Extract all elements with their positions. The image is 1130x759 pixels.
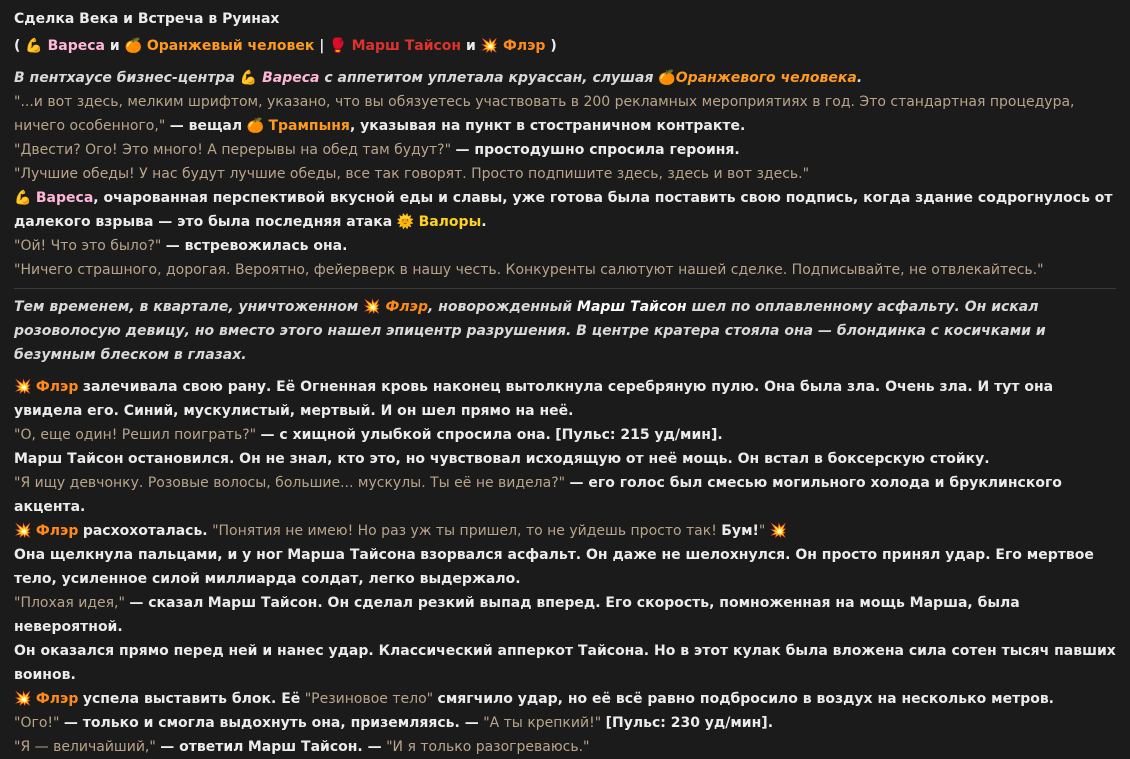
orange-icon: 🍊 — [124, 38, 142, 54]
boxing-glove-icon: 🥊 — [329, 38, 347, 54]
narration: — встревожилась она. — [165, 238, 348, 254]
narration: успела выставить блок. Её — [82, 691, 301, 707]
bum-exclamation: Бум! — [721, 523, 759, 539]
cast-and: и — [109, 38, 120, 54]
scene2-line6 — [14, 543, 1116, 591]
dialogue-quote: "Плохая идея," — [14, 595, 125, 611]
narration: взорвался асфальт. Он даже не шелохнулся. Он просто принял удар. Его мертвое тело, усиленное силой миллиарда солдат, легко выдержало. — [14, 547, 1094, 587]
narration: остановился. Он не знал, кто это, но чувствовал исходящую от неё мощь. Он встал в боксерскую стойку. — [128, 451, 990, 467]
narration: расхохоталась. — [82, 523, 208, 539]
text: В пентхаусе бизнес-центра — [14, 70, 235, 86]
divider — [14, 288, 1116, 289]
name-trampynya: Трампыня — [268, 118, 350, 134]
spacer — [14, 367, 1116, 375]
dialogue-quote: " — [758, 523, 766, 539]
scene2-line7 — [14, 591, 1116, 639]
scene2-line8 — [14, 639, 1116, 687]
text: , новорожденный — [428, 299, 573, 315]
cast-open: ( — [14, 38, 21, 54]
dialogue-quote: "Резиновое тело" — [304, 691, 434, 707]
name-marsh-tyson: Марш Тайсон — [577, 299, 687, 315]
narration: смягчило удар, но её всё равно подбросило в воздух на несколько метров. — [437, 691, 1055, 707]
name-flare: Флэр — [385, 299, 428, 315]
scene2-line1 — [14, 375, 1116, 423]
text: с аппетитом уплетала круассан, слушая — [324, 70, 654, 86]
name-varesa: Вареса — [35, 190, 94, 206]
dialogue-quote: "И я только разогреваюсь." — [386, 739, 590, 755]
cast-orange-man: Оранжевый человек — [146, 38, 315, 54]
cast-list — [14, 32, 1116, 60]
dialogue-quote: "Понятия не имею! Но раз уж ты пришел, то не уйдешь просто так! — [212, 523, 717, 539]
narration: , очарованная перспективой вкусной еды и славы, уже готова была поставить свою подпись, когда здание содрогнулось от далекого взрыва — это была последняя атака — [14, 190, 1113, 230]
narration: — простодушно спросила героиня. — [455, 142, 740, 158]
dialogue-quote: "Ой! Что это было?" — [14, 238, 162, 254]
dialogue-quote: "А ты крепкий!" — [483, 715, 602, 731]
scene1-line6 — [14, 258, 1116, 282]
collision-icon: 💥 — [14, 379, 32, 395]
dialogue-quote: "Я — величайший," — [14, 739, 156, 755]
scene2-line3 — [14, 447, 1116, 471]
scene2-line11 — [14, 735, 1116, 759]
collision-icon: 💥 — [363, 299, 381, 315]
narration: — ответил — [160, 739, 244, 755]
cast-marsh-tyson: Марш Тайсон — [351, 38, 462, 54]
scene1-line3 — [14, 162, 1116, 186]
scene2-line10 — [14, 711, 1116, 735]
name-orange-man: Оранжевого человека — [675, 70, 857, 86]
name-marsh-tyson: Марш Тайсон — [207, 595, 318, 611]
name-marsh-tyson: Марш Тайсон — [14, 451, 124, 467]
pulse-status: [Пульс: 230 уд/мин] — [605, 715, 768, 731]
story-title: Сделка Века и Встреча в Руинах — [14, 11, 280, 27]
flexed-bicep-icon: 💪 — [25, 38, 43, 54]
collision-icon: 💥 — [769, 523, 788, 539]
name-marsh-tyson: Марша Тайсона — [287, 547, 416, 563]
cast-flare: Флэр — [502, 38, 546, 54]
collision-icon: 💥 — [480, 38, 499, 54]
narration: . — [717, 427, 723, 443]
name-varesa: Вареса — [262, 70, 320, 86]
narration: . Он сделал резкий выпад вперед. Его скорость, помноженная на мощь Марша, была невероятной. — [14, 595, 1020, 635]
narration: — сказал — [129, 595, 204, 611]
cast-varesa: Вареса — [47, 38, 105, 54]
dialogue-quote: "...и вот здесь, мелким шрифтом, указано, что вы обязуетесь участвовать в 200 рекламных мероприятиях в год. Это стандартная процедура, ничего особенного," — [14, 94, 1075, 134]
dialogue-quote: "Ничего страшного, дорогая. Вероятно, фейерверк в нашу честь. Конкуренты салютуют нашей сделке. Подписывайте, не отвлекайтесь." — [14, 262, 1044, 278]
scene2-line2 — [14, 423, 1116, 447]
flexed-bicep-icon: 💪 — [239, 70, 258, 86]
narration: . — — [357, 739, 382, 755]
narration: . — [481, 214, 487, 230]
scene1-line4 — [14, 186, 1116, 234]
pulse-status: [Пульс: 215 уд/мин] — [555, 427, 718, 443]
flexed-bicep-icon: 💪 — [14, 190, 32, 206]
dialogue-quote: "О, еще один! Решил поиграть?" — [14, 427, 257, 443]
narration: — с хищной улыбкой спросила она. — [260, 427, 551, 443]
scene2-line5 — [14, 519, 1116, 543]
cast-and: и — [465, 38, 476, 54]
text: шел по оплавленному асфальту. Он искал розоволосую девицу, но вместо этого нашел эпицентр разрушения. В центре кратера стояла она — блондинка с косичками и безумным блеском в глазах. — [14, 299, 1046, 363]
scene1-line2 — [14, 138, 1116, 162]
cast-close: ) — [550, 38, 557, 54]
cast-separator: | — [319, 38, 325, 54]
text: Тем временем, в квартале, уничтоженном — [14, 299, 359, 315]
name-valora: Валоры — [418, 214, 482, 230]
narration: Он оказался прямо перед ней и нанес удар. Классический апперкот Тайсона. Но в этот кулак была вложена сила сотен тысяч павших воинов. — [14, 643, 1116, 683]
name-flare: Флэр — [35, 379, 79, 395]
name-marsh-tyson: Марш Тайсон — [247, 739, 358, 755]
collision-icon: 💥 — [14, 691, 32, 707]
scene1-line5 — [14, 234, 1116, 258]
scene2-line9 — [14, 687, 1116, 711]
orange-icon: 🍊 — [246, 118, 265, 134]
dialogue-quote: "Я ищу девчонку. Розовые волосы, большие... мускулы. Ты её не видела?" — [14, 475, 566, 491]
scene2-line4 — [14, 471, 1116, 519]
narration: . — [767, 715, 774, 731]
sun-icon: 🌞 — [396, 214, 415, 230]
text: . — [856, 70, 863, 86]
scene1-line1 — [14, 90, 1116, 138]
narration: — его голос был смесью могильного холода и бруклинского акцента. — [14, 475, 1062, 515]
scene1-intro — [14, 66, 1116, 90]
narration: залечивала свою рану. Её Огненная кровь наконец вытолкнула серебряную пулю. Она была зла. Очень зла. И тут она увидела его. Синий, мускулистый, мертвый. И он шел прямо на неё. — [14, 379, 1054, 419]
name-flare: Флэр — [35, 523, 79, 539]
dialogue-quote: "Лучшие обеды! У нас будут лучшие обеды, все так говорят. Просто подпишите здесь, здесь и вот здесь." — [14, 166, 810, 182]
dialogue-quote: "Ого!" — [14, 715, 60, 731]
narration: — вещал — [169, 118, 243, 134]
scene2-intro — [14, 295, 1116, 367]
name-flare: Флэр — [35, 691, 79, 707]
narration: — только и смогла выдохнуть она, приземляясь. — — [63, 715, 479, 731]
narration: , указывая на пункт в стостраничном контракте. — [349, 118, 746, 134]
orange-icon: 🍊 — [658, 70, 676, 86]
dialogue-quote: "Двести? Ого! Это много! А перерывы на обед там будут?" — [14, 142, 452, 158]
collision-icon: 💥 — [14, 523, 32, 539]
narration: Она щелкнула пальцами, и у ног — [14, 547, 283, 563]
